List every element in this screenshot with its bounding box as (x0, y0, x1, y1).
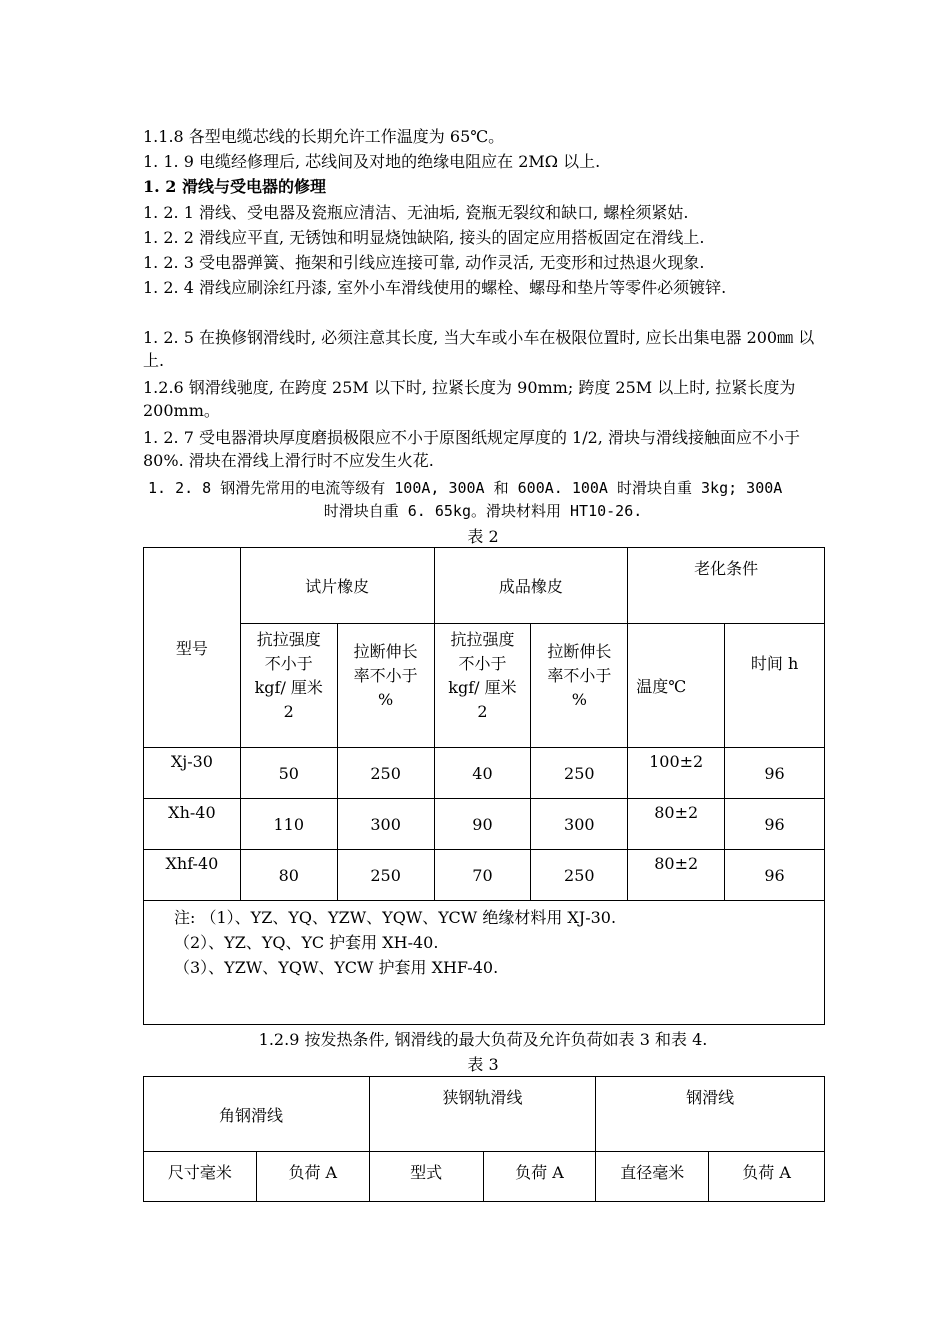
cell-value: 100±2 (628, 748, 725, 799)
paragraph-1-1-9: 1. 1. 9 电缆经修理后, 芯线间及对地的绝缘电阻应在 2MΩ 以上. (143, 152, 601, 171)
cell-value: 96 (725, 799, 825, 850)
cell-value: 96 (725, 850, 825, 901)
cell-model: Xj-30 (144, 748, 241, 799)
table-3 (143, 1076, 825, 1202)
table-2 (143, 547, 825, 1025)
table-row (144, 799, 825, 850)
subheader-load-a: 负荷 A (256, 1152, 369, 1202)
cell-model: Xh-40 (144, 799, 241, 850)
paragraph-1-2-2: 1. 2. 2 滑线应平直, 无锈蚀和明显烧蚀缺陷, 接头的固定应用搭板固定在滑线上. (143, 228, 705, 247)
note-line: 注: （1）、YZ、YQ、YZW、YQW、YCW 绝缘材料用 XJ-30. (174, 908, 617, 927)
cell-value: 50 (240, 748, 337, 799)
paragraph-1-2-3: 1. 2. 3 受电器弹簧、拖架和引线应连接可靠, 动作灵活, 无变形和过热退火现象. (143, 253, 705, 272)
paragraph-1-2-5: 1. 2. 5 在换修钢滑线时, 必须注意其长度, 当大车或小车在极限位置时, 应长出集电器 200㎜ 以上. (143, 328, 815, 370)
header-aging-conditions: 老化条件 (628, 548, 825, 624)
cell-value: 250 (531, 748, 628, 799)
table2-notes (144, 901, 825, 1025)
note-line: （3）、YZW、YQW、YCW 护套用 XHF-40. (174, 958, 499, 977)
subheader-size-mm: 尺寸毫米 (144, 1152, 257, 1202)
cell-value: 80±2 (628, 850, 725, 901)
cell-value: 80±2 (628, 799, 725, 850)
subheader-product-tensile: 抗拉强度不小于 kgf/ 厘米 2 (434, 624, 531, 748)
subheader-load-a: 负荷 A (483, 1152, 596, 1202)
subheader-load-a: 负荷 A (709, 1152, 825, 1202)
paragraph-1-2-1: 1. 2. 1 滑线、受电器及瓷瓶应清洁、无油垢, 瓷瓶无裂纹和缺口, 螺栓须紧姑. (143, 203, 689, 222)
subheader-type: 型式 (369, 1152, 483, 1202)
cell-value: 110 (240, 799, 337, 850)
header-model: 型号 (144, 548, 241, 748)
cell-value: 250 (337, 850, 434, 901)
cell-value: 40 (434, 748, 531, 799)
paragraph-1-2-9: 1.2.9 按发热条件, 钢滑线的最大负荷及允许负荷如表 3 和表 4. (258, 1030, 708, 1049)
subheader-temperature: 温度℃ (628, 624, 725, 748)
table-row (144, 748, 825, 799)
cell-value: 80 (240, 850, 337, 901)
paragraph-1-2-6: 1.2.6 钢滑线驰度, 在跨度 25M 以下时, 拉紧长度为 90mm; 跨度 25M 以上时, 拉紧长度为 200mm。 (143, 378, 796, 420)
table-row (144, 850, 825, 901)
subheader-product-elongation: 拉断伸长率不小于 % (531, 624, 628, 748)
subheader-diameter-mm: 直径毫米 (596, 1152, 709, 1202)
cell-value: 250 (337, 748, 434, 799)
header-angle-steel-slide-wire: 角钢滑线 (144, 1077, 370, 1152)
header-narrow-rail-slide-wire: 狭钢轨滑线 (369, 1077, 596, 1152)
subheader-time: 时间 h (725, 624, 825, 748)
section-heading-1-2: 1. 2 滑线与受电器的修理 (143, 177, 326, 196)
note-line: （2）、YZ、YQ、YC 护套用 XH-40. (174, 933, 439, 952)
cell-value: 300 (337, 799, 434, 850)
cell-value: 300 (531, 799, 628, 850)
subheader-sample-tensile: 抗拉强度不小于 kgf/ 厘米 2 (240, 624, 337, 748)
paragraph-1-2-8-line1: 1. 2. 8 钢滑先常用的电流等级有 100A, 300A 和 600A. 100A 时滑块自重 3kg; 300A (148, 479, 783, 497)
header-steel-slide-wire: 钢滑线 (596, 1077, 825, 1152)
header-product-rubber: 成品橡皮 (434, 548, 628, 624)
cell-value: 96 (725, 748, 825, 799)
paragraph-1-2-7: 1. 2. 7 受电器滑块厚度磨损极限应不小于原图纸规定厚度的 1/2, 滑块与滑线接触面应不小于 80%. 滑块在滑线上滑行时不应发生火花. (143, 428, 800, 470)
cell-model: Xhf-40 (144, 850, 241, 901)
cell-value: 90 (434, 799, 531, 850)
cell-value: 70 (434, 850, 531, 901)
paragraph-1-2-8-line2: 时滑块自重 6. 65kg。滑块材料用 HT10-26. (323, 502, 643, 520)
paragraph-1-2-4: 1. 2. 4 滑线应刷涂红丹漆, 室外小车滑线使用的螺栓、螺母和垫片等零件必须镀锌. (143, 278, 727, 297)
subheader-sample-elongation: 拉断伸长率不小于 % (337, 624, 434, 748)
header-sample-rubber: 试片橡皮 (240, 548, 434, 624)
table3-caption: 表 3 (467, 1055, 499, 1074)
paragraph-1-1-8: 1.1.8 各型电缆芯线的长期允许工作温度为 65℃。 (143, 127, 505, 146)
cell-value: 250 (531, 850, 628, 901)
table2-caption: 表 2 (467, 527, 499, 546)
